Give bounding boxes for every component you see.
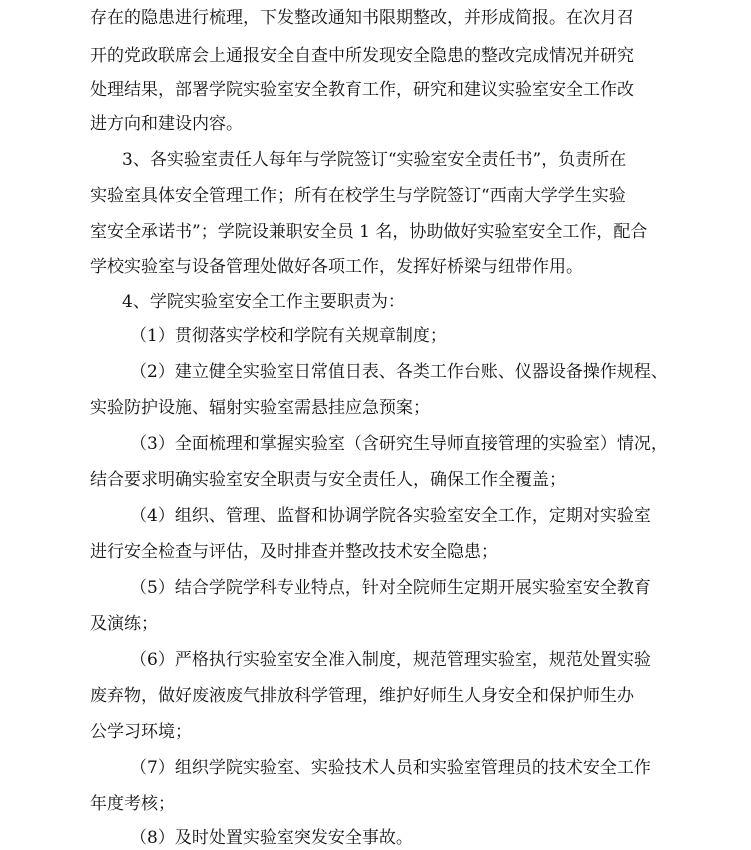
paragraph-line: 3、各实验室责任人每年与学院签订“实验室安全责任书”，负责所在 <box>122 150 627 170</box>
list-item-continuation: 年度考核； <box>90 794 175 814</box>
list-item-continuation: 废弃物，做好废液废气排放科学管理，维护好师生人身安全和保护师生办 <box>90 686 634 706</box>
paragraph-line: 进方向和建设内容。 <box>90 114 243 134</box>
list-item: （2）建立健全实验室日常值日表、各类工作台账、仪器设备操作规程、 <box>130 362 668 382</box>
paragraph-line: 存在的隐患进行梳理，下发整改通知书限期整改，并形成简报。在次月召 <box>90 8 634 28</box>
list-item: （4）组织、管理、监督和协调学院各实验室安全工作，定期对实验室 <box>130 506 651 526</box>
list-item-continuation: 实验防护设施、辐射实验室需悬挂应急预案； <box>90 398 430 418</box>
list-item-continuation: 公学习环境； <box>90 722 192 742</box>
list-item: （6）严格执行实验室安全准入制度，规范管理实验室，规范处置实验 <box>130 650 651 670</box>
paragraph-line: 处理结果，部署学院实验室安全教育工作，研究和建议实验室安全工作改 <box>90 80 634 100</box>
list-item-continuation: 及演练； <box>90 614 158 634</box>
paragraph-line: 学校实验室与设备管理处做好各项工作，发挥好桥梁与纽带作用。 <box>90 257 583 277</box>
list-item: （1）贯彻落实学校和学院有关规章制度； <box>130 326 447 346</box>
list-item-continuation: 结合要求明确实验室安全职责与安全责任人，确保工作全覆盖； <box>90 470 566 490</box>
paragraph-line: 室安全承诺书”；学院设兼职安全员 1 名，协助做好实验室安全工作，配合 <box>90 222 648 242</box>
list-item: （7）组织学院实验室、实验技术人员和实验室管理员的技术安全工作 <box>130 758 651 778</box>
list-item: （5）结合学院学科专业特点，针对全院师生定期开展实验室安全教育 <box>130 578 651 598</box>
list-item-continuation: 进行安全检查与评估，及时排查并整改技术安全隐患； <box>90 542 498 562</box>
section-heading: 4、学院实验室安全工作主要职责为： <box>122 292 405 312</box>
list-item: （8）及时处置实验室突发安全事故。 <box>130 828 413 848</box>
list-item: （3）全面梳理和掌握实验室（含研究生导师直接管理的实验室）情况， <box>130 434 668 454</box>
paragraph-line: 开的党政联席会上通报安全自查中所发现安全隐患的整改完成情况并研究 <box>90 46 634 66</box>
paragraph-line: 实验室具体安全管理工作；所有在校学生与学院签订“西南大学学生实验 <box>90 186 626 206</box>
